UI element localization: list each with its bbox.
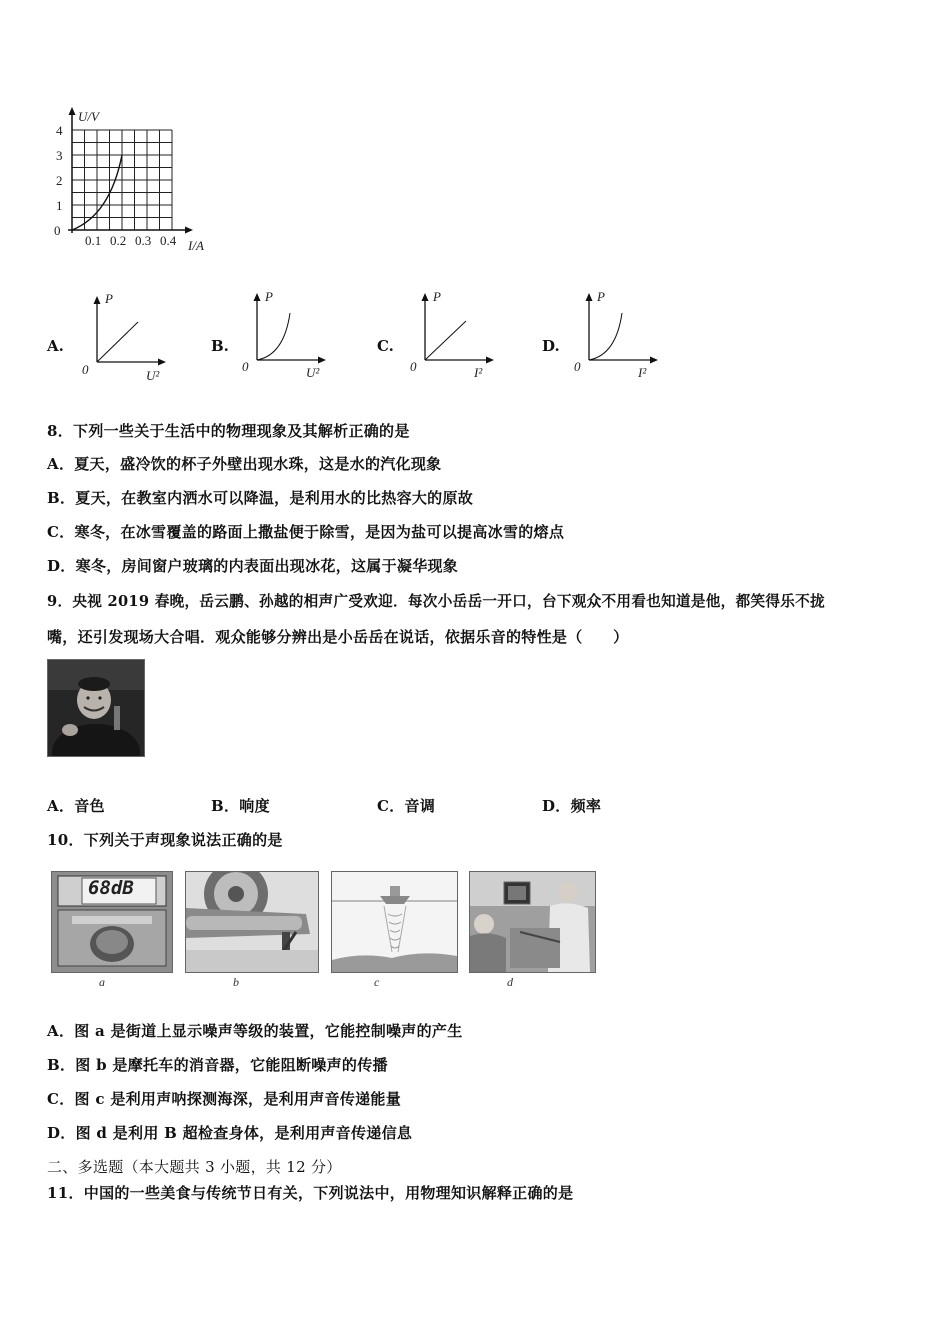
y-axis-arrow <box>69 107 76 115</box>
option-d-graph <box>572 285 662 380</box>
x-axis-label: I² <box>474 365 483 380</box>
y-tick: 2 <box>56 173 63 188</box>
q8-option-b: B．夏天，在教室内洒水可以降温，是利用水的比热容大的原故 <box>47 489 474 507</box>
x-tick: 0.2 <box>110 233 127 248</box>
q10-stem: 10．下列关于声现象说法正确的是 <box>47 831 283 849</box>
y-tick: 4 <box>56 123 63 138</box>
origin-label: 0 <box>82 362 89 377</box>
y-axis-label: U/V <box>78 109 99 124</box>
origin-label: 0 <box>54 223 61 238</box>
y-axis-label: P <box>105 291 113 306</box>
meter-reading: 68dB <box>88 877 134 899</box>
y-tick: 3 <box>56 148 63 163</box>
section-2-heading: 二、多选题（本大题共 3 小题，共 12 分） <box>47 1158 342 1176</box>
q9-option-d: D．频率 <box>542 797 602 815</box>
p-curve <box>97 322 138 362</box>
option-b-graph <box>240 285 330 380</box>
figure-c-sonar <box>331 871 458 973</box>
y-axis-label: P <box>265 289 273 304</box>
y-tick: 1 <box>56 198 63 213</box>
option-c-graph <box>408 285 498 380</box>
p-curve <box>589 313 622 360</box>
figure-a-caption: a <box>99 975 105 989</box>
option-a-label: A. <box>47 337 64 355</box>
option-b-label: B. <box>211 337 229 355</box>
p-curve <box>257 313 290 360</box>
x-tick: 0.1 <box>85 233 102 248</box>
p-curve <box>425 321 466 360</box>
q10-option-b: B．图 b 是摩托车的消音器，它能阻断噪声的传播 <box>47 1056 388 1074</box>
comedian-photo <box>47 659 145 757</box>
origin-label: 0 <box>410 359 417 374</box>
q9-option-a: A．音色 <box>47 797 105 815</box>
x-axis-label: U² <box>306 365 320 380</box>
origin-label: 0 <box>242 359 249 374</box>
y-axis-label: P <box>597 289 605 304</box>
q10-option-c: C．图 c 是利用声呐探测海深，是利用声音传递能量 <box>47 1090 402 1108</box>
x-tick: 0.4 <box>160 233 177 248</box>
figure-b-muffler <box>185 871 319 973</box>
q8-option-a: A．夏天，盛冷饮的杯子外壁出现水珠，这是水的汽化现象 <box>47 455 442 473</box>
q8-option-d: D．寒冬，房间窗户玻璃的内表面出现冰花，这属于凝华现象 <box>47 557 459 575</box>
q9-stem-line2: 嘴，还引发现场大合唱．观众能够分辨出是小岳岳在说话，依据乐音的特性是（ ） <box>47 628 629 646</box>
q10-option-d: D．图 d 是利用 B 超检查身体，是利用声音传递信息 <box>47 1124 413 1142</box>
q10-option-a: A．图 a 是街道上显示噪声等级的装置，它能控制噪声的产生 <box>47 1022 463 1040</box>
origin-label: 0 <box>574 359 581 374</box>
figure-a-noise-meter <box>51 871 173 973</box>
y-axis-label: P <box>433 289 441 304</box>
x-axis-label: U² <box>146 368 160 383</box>
q8-option-c: C．寒冬，在冰雪覆盖的路面上撒盐便于除雪，是因为盐可以提高冰雪的熔点 <box>47 523 565 541</box>
x-axis-label: I/A <box>188 238 204 253</box>
figure-d-ultrasound <box>469 871 596 973</box>
option-c-label: C. <box>377 337 394 355</box>
q8-stem: 8．下列一些关于生活中的物理现象及其解析正确的是 <box>47 422 410 440</box>
x-tick: 0.3 <box>135 233 152 248</box>
u-i-graph <box>48 105 218 255</box>
option-d-label: D. <box>542 337 560 355</box>
figure-c-caption: c <box>374 975 380 989</box>
q9-option-c: C．音调 <box>377 797 436 815</box>
x-axis-arrow <box>185 227 193 234</box>
q9-option-b: B．响度 <box>211 797 270 815</box>
figure-b-caption: b <box>233 975 239 989</box>
q11-stem: 11．中国的一些美食与传统节日有关，下列说法中，用物理知识解释正确的是 <box>47 1184 574 1202</box>
x-axis-label: I² <box>638 365 647 380</box>
option-a-graph <box>80 290 170 385</box>
figure-d-caption: d <box>507 975 513 989</box>
q9-stem-line1: 9．央视 2019 春晚，岳云鹏、孙越的相声广受欢迎．每次小岳岳一开口，台下观众不用看也知道是他，都笑得乐不拢 <box>47 593 825 610</box>
